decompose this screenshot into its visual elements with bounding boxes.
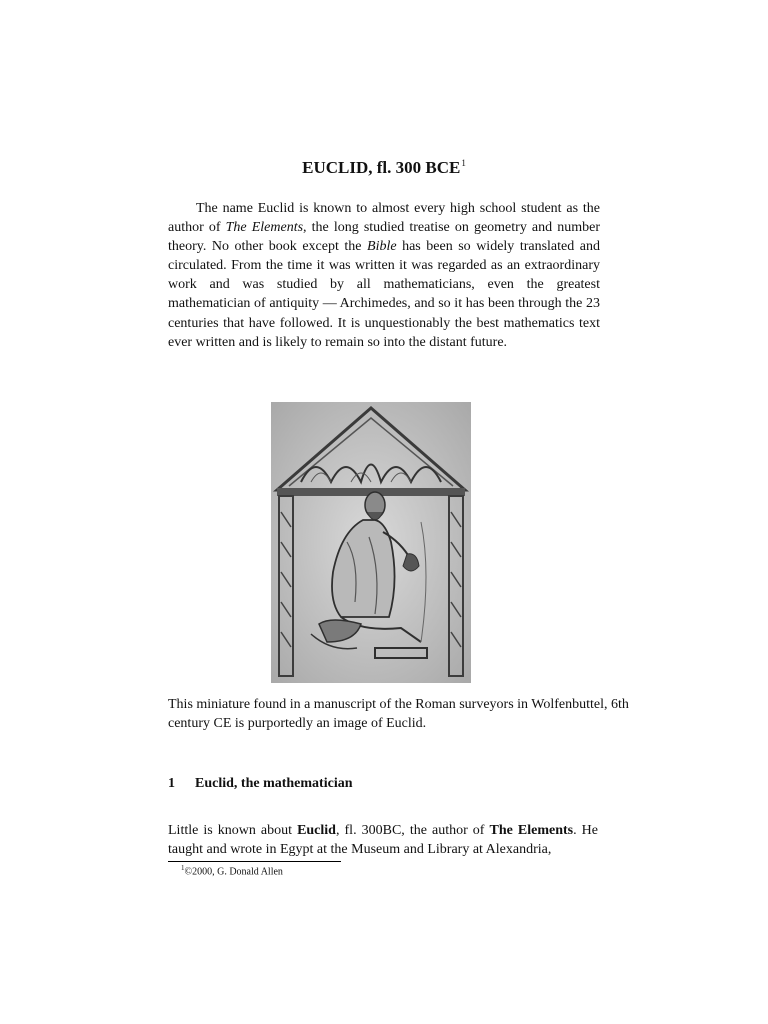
section-heading [168, 776, 353, 792]
elements-bold: The Elements [489, 823, 574, 838]
body-text-1: Little is known about [168, 823, 298, 838]
page-title [0, 158, 768, 178]
intro-text-2: , the long studied treatise on geometry and number theory. No other book except the [168, 220, 600, 255]
title-text: EUCLID, fl. 300 BCE [302, 158, 461, 177]
body-text-3: . He taught and wrote in Egypt at the Museum and Library at Alexandria, [168, 823, 598, 858]
bible-title-italic: Bible [367, 239, 397, 255]
footnote [181, 864, 283, 877]
body-text-2: , fl. 300BC, the author of [335, 823, 490, 838]
section-title: Euclid, the mathematician [195, 776, 353, 791]
title-footnote-mark: 1 [461, 158, 466, 169]
euclid-miniature-image [271, 402, 471, 683]
body-paragraph [168, 821, 598, 859]
footnote-text: ©2000, G. Donald Allen [184, 866, 283, 878]
footnote-mark: 1 [181, 864, 185, 872]
euclid-bold: Euclid [297, 823, 336, 838]
intro-text-3: has been so widely translated and circulated. From the time it was written it was regarded as an extraordinary work and was studied by all mathematicians, even the greatest mathematician of antiquity — Archimedes, and so it has been through the 23 centuries that have followed. It is unquestionably the best mathematics text ever written and is likely to remain so into the distant future. [168, 239, 600, 350]
section-number: 1 [168, 776, 175, 791]
intro-text-1: The name Euclid is known to almost every high school student as the author of [168, 201, 600, 236]
figure-caption: This miniature found in a manuscript of the Roman surveyors in Wolfenbuttel, 6th century CE is purportedly an image of Euclid. [168, 697, 629, 732]
intro-paragraph [168, 199, 600, 352]
miniature-drawing [271, 402, 471, 683]
footnote-rule [168, 861, 341, 862]
elements-title-italic: The Elements [225, 220, 304, 236]
